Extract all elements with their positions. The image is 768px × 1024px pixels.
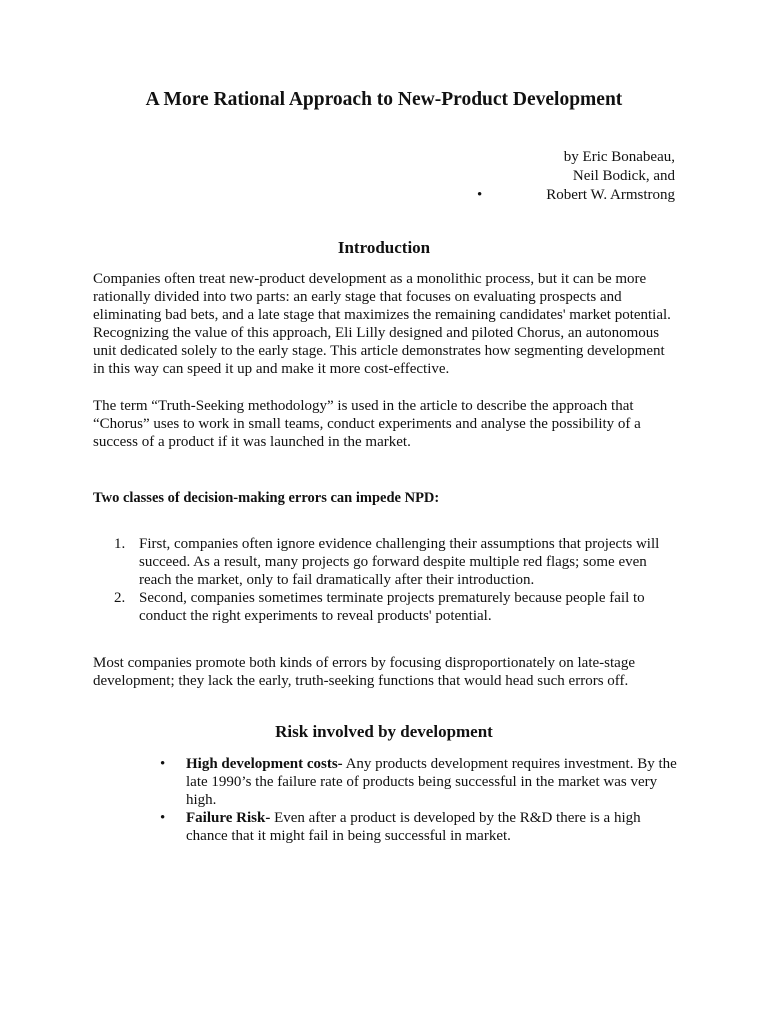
risk-label: Failure Risk- [186,810,271,826]
errors-summary-paragraph: Most companies promote both kinds of errors by focusing disproportionately on late-stage development; they lack the early, truth-seeking functions that would head such errors off. [93,655,635,689]
author-line [375,186,675,205]
list-item [93,535,678,589]
errors-list [93,535,678,625]
risk-heading: Risk involved by development [275,722,493,741]
list-item-text: First, companies often ignore evidence challenging their assumptions that projects will succeed. As a result, many projects go forward despite multiple red flags; some even reach the market, only to fail dramatically after their introduction. [139,536,660,588]
list-item [157,809,677,845]
list-item [157,755,677,809]
truth-seeking-paragraph: The term “Truth-Seeking methodology” is used in the article to describe the approach that “Chorus” uses to work in small teams, conduct experiments and analyse the possibility of a success of a product if it was launched in the market. [93,398,641,450]
bullet-icon: • [477,187,483,203]
introduction-paragraph: Companies often treat new-product development as a monolithic process, but it can be more rationally divided into two parts: an early stage that focuses on evaluating prospects and eliminating bad bets, and a late stage that maximizes the remaining candidates' market potential. Recognizing the value of this approach, Eli Lilly designed and piloted Chorus, an autonomous unit dedicated solely to the early stage. This article demonstrates how segmenting development in this way can speed it up and make it more cost-effective. [93,271,671,377]
introduction-heading: Introduction [337,238,431,257]
list-item-text: Second, companies sometimes terminate projects prematurely because people fail to conduct the right experiments to reveal products' potential. [139,590,645,624]
list-item [93,589,678,625]
document-title: A More Rational Approach to New-Product Development [145,89,623,110]
risk-label: High development costs- [186,756,343,772]
author-list [375,148,675,205]
errors-heading: Two classes of decision-making errors can impede NPD: [93,490,440,506]
bullet-icon: • [160,810,166,826]
list-number: 1. [114,536,126,552]
author-name: Robert W. Armstrong [546,187,675,203]
list-number: 2. [114,590,126,606]
risk-text: Any products development requires investment. By the late 1990’s the failure rate of products being successful in the market was very high. [186,756,677,808]
risk-list [157,755,677,845]
author-line: by Eric Bonabeau, [563,149,675,165]
risk-text: Even after a product is developed by the R&D there is a high chance that it might fail in being successful in market. [186,810,641,844]
bullet-icon: • [160,756,166,772]
author-line: Neil Bodick, and [572,168,675,184]
